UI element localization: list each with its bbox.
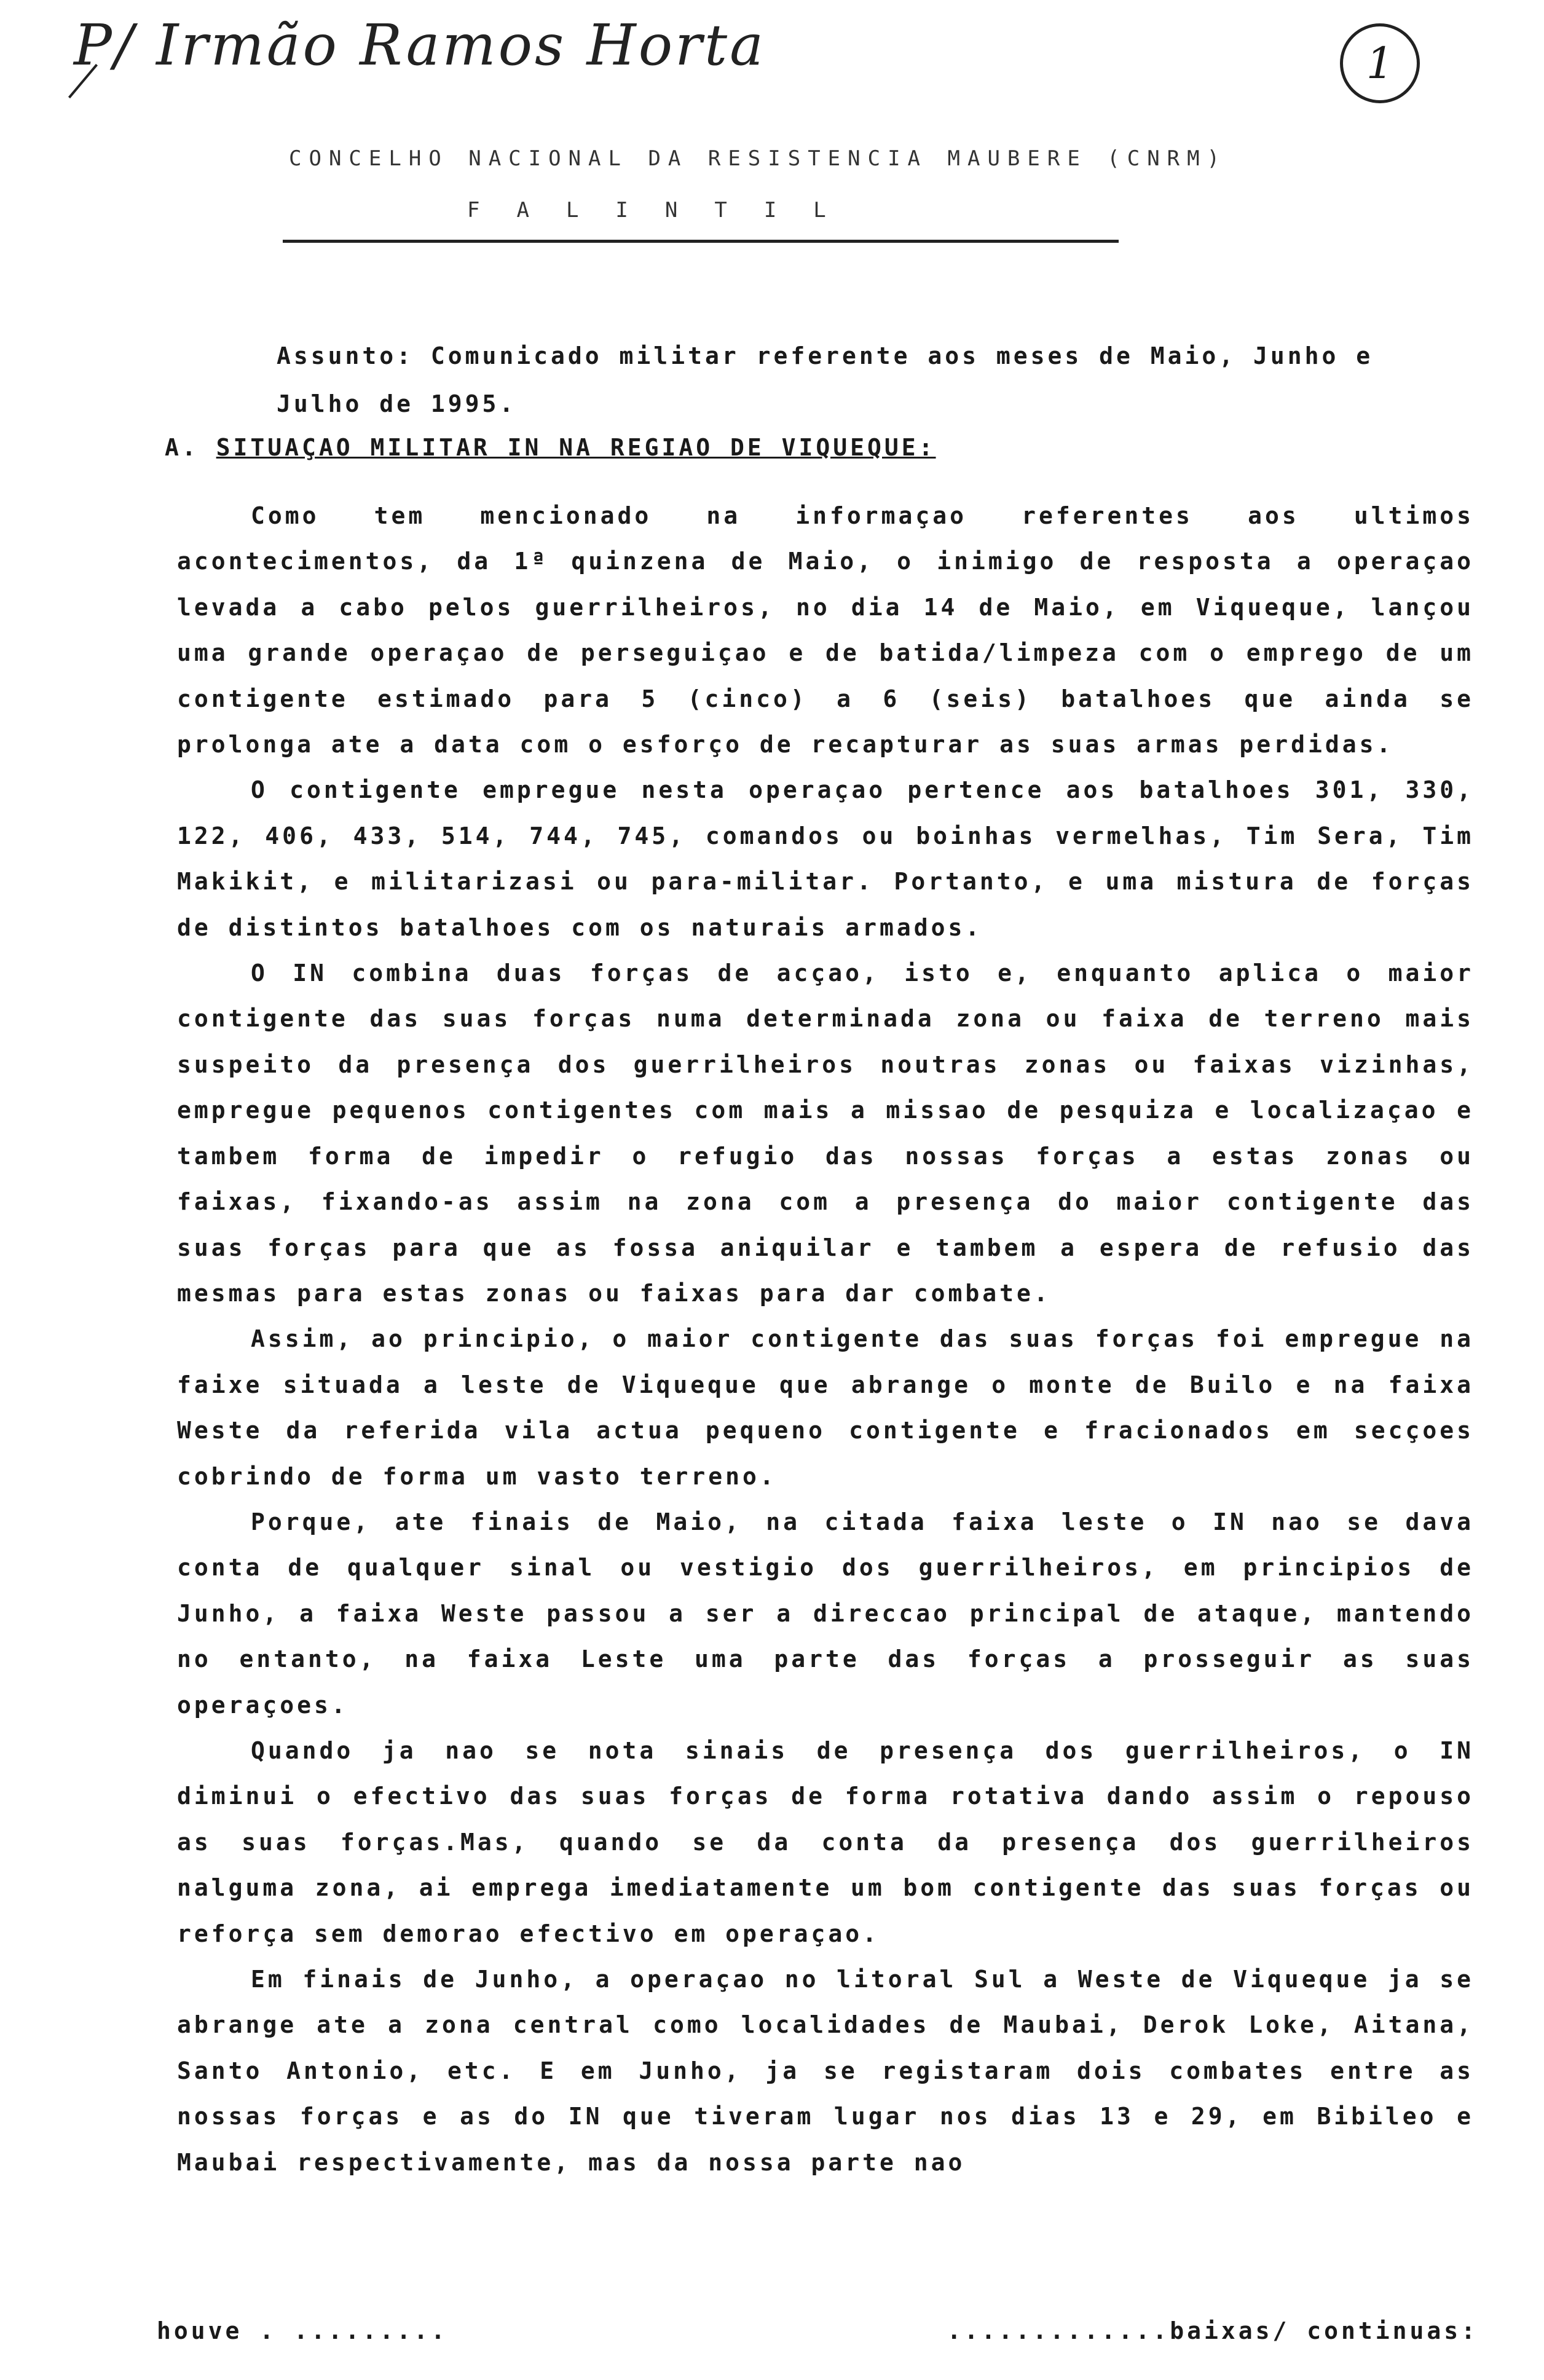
header-divider — [283, 240, 1119, 243]
section-title: SITUAÇAO MILITAR IN NA REGIAO DE VIQUEQUE: — [216, 434, 936, 461]
paragraph-1: Como tem mencionado na informaçao referentes aos ultimos acontecimentos, da 1ª quinzena de Maio, o inimigo de resposta a operaçao levada a cabo pelos guerrilheiros, no dia 14 de Maio, em Viqueque, lançou uma grande operaçao de perseguiçao e de batida/limpeza com o emprego de um contigente estimado para 5 (cinco) a 6 (seis) batalhoes que ainda se prolonga ate a data com o esforço de recapturar as suas armas perdidas. — [177, 502, 1474, 759]
section-heading — [165, 434, 936, 461]
unit-header: FALINTIL — [467, 198, 863, 223]
paragraph-6: Quando ja nao se nota sinais de presença dos guerrilheiros, o IN diminui o efectivo das suas forças de forma rotativa dando assim o repouso as suas forças.Mas, quando se da conta da presença dos guerrilheiros nalguma zona, ai emprega imediatamente um bom contigente das suas forças ou reforça sem demorao efectivo em operaçao. — [177, 1736, 1474, 1947]
footer-continuation: .............baixas/ continuas: — [947, 2317, 1478, 2344]
paragraph-7: Em finais de Junho, a operaçao no litoral Sul a Weste de Viqueque ja se abrange ate a zona central como localidades de Maubai, Derok Loke, Aitana, Santo Antonio, etc. E em Junho, ja se registaram dois combates entre as nossas forças e as do IN que tiveram lugar nos dias 13 e 29, em Bibileo e Maubai respectivamente, mas da nossa parte nao — [177, 1966, 1474, 2176]
footer-left: houve . ......... — [157, 2317, 448, 2344]
handwritten-annotation: P/ Irmão Ramos Horta — [74, 12, 766, 78]
section-marker: A. — [165, 434, 199, 461]
paragraph-3: O IN combina duas forças de acçao, isto e, enquanto aplica o maior contigente das suas forças numa determinada zona ou faixa de terreno mais suspeito da presença dos guerrilheiros noutras zonas ou faixas vizinhas, empregue pequenos contigentes com mais a missao de pesquiza e localizaçao e tambem forma de impedir o refugio das nossas forças a estas zonas ou faixas, fixando-as assim na zona com a presença do maior contigente das suas forças para que as fossa aniquilar e tambem a espera de refusio das mesmas para estas zonas ou faixas para dar combate. — [177, 959, 1474, 1307]
subject-line: Assunto: Comunicado militar referente aos meses de Maio, Junho e Julho de 1995. — [277, 342, 1374, 417]
paragraph-5: Porque, ate finais de Maio, na citada faixa leste o IN nao se dava conta de qualquer sinal ou vestigio dos guerrilheiros, em principios de Junho, a faixa Weste passou a ser a direccao principal de ataque, mantendo no entanto, na faixa Leste uma parte das forças a prosseguir as suas operaçoes. — [177, 1508, 1474, 1719]
paragraph-4: Assim, ao principio, o maior contigente das suas forças foi empregue na faixe situada a leste de Viqueque que abrange o monte de Builo e na faixa Weste da referida vila actua pequeno contigente e fracionados em secçoes cobrindo de forma um vasto terreno. — [177, 1325, 1474, 1490]
paragraph-2: O contigente empregue nesta operaçao pertence aos batalhoes 301, 330, 122, 406, 433, 514, 744, 745, comandos ou boinhas vermelhas, Tim Sera, Tim Makikit, e militarizasi ou para-militar. Portanto, e uma mistura de forças de distintos batalhoes com os naturais armados. — [177, 776, 1474, 941]
organization-header: CONCELHO NACIONAL DA RESISTENCIA MAUBERE (CNRM) — [289, 146, 1227, 171]
page-footer — [157, 2317, 1478, 2344]
document-body — [177, 493, 1474, 2185]
page-number: 1 — [1340, 23, 1420, 103]
